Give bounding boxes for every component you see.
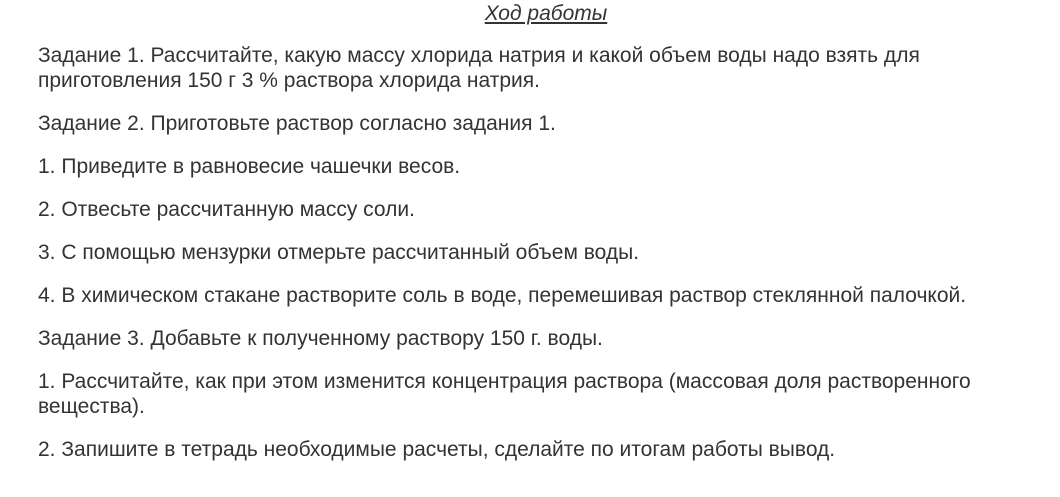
task-1-text: Задание 1. Рассчитайте, какую массу хлорида натрия и какой объем воды надо взять для приготовления 150 г 3 % раствора хлорида натрия. [38,44,920,92]
task-3-text: Задание 3. Добавьте к полученному раствору 150 г. воды. [38,327,603,350]
task-2-text: Задание 2. Приготовьте раствор согласно задания 1. [38,112,556,135]
task-3-step-1: 1. Рассчитайте, как при этом изменится концентрация раствора (массовая доля растворенного вещества). [38,370,971,418]
task-2-step-2: 2. Отвесьте рассчитанную массу соли. [38,198,415,221]
task-2-step-4: 4. В химическом стакане растворите соль в воде, перемешивая раствор стеклянной палочкой. [38,284,967,307]
task-3-step-2: 2. Запишите в тетрадь необходимые расчеты, сделайте по итогам работы вывод. [38,438,836,461]
task-2-step-3: 3. С помощью мензурки отмерьте рассчитанный объем воды. [38,241,640,264]
task-2-step-1: 1. Приведите в равновесие чашечки весов. [38,155,461,178]
section-title: Ход работы [484,2,608,25]
